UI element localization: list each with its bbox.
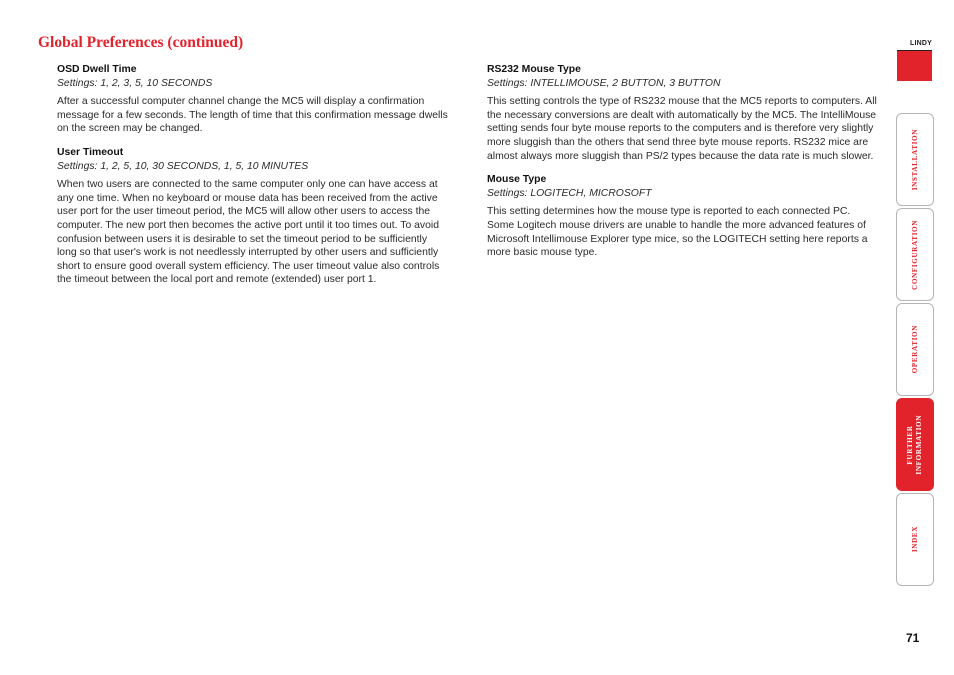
- section-body: This setting controls the type of RS232 mouse that the MC5 reports to computers. All the necessary conversions are dealt with automatically by the MC5. The IntelliMouse setting sends four byte mouse reports to the computers and is therefore very slightly more sluggish than the others that send three byte mouse reports. RS232 mice are almost always more sluggish than PS/2 types because the data rate is much slower.: [487, 96, 877, 162]
- section-settings: Settings: 1, 2, 3, 5, 10 SECONDS: [57, 77, 213, 89]
- tab-label: OPERATION: [910, 325, 919, 374]
- section-settings: Settings: LOGITECH, MICROSOFT: [487, 187, 652, 199]
- section-heading: OSD Dwell Time: [57, 64, 137, 75]
- osd-dwell-time-section: [57, 63, 449, 136]
- tab-configuration[interactable]: [896, 208, 934, 301]
- rs232-mouse-type-section: [487, 63, 879, 163]
- right-column: [487, 63, 879, 270]
- tab-further-information[interactable]: [896, 398, 934, 491]
- page-number: 71: [906, 631, 920, 645]
- lindy-logo: [897, 38, 932, 81]
- tab-label: CONFIGURATION: [910, 219, 919, 290]
- section-heading: RS232 Mouse Type: [487, 64, 581, 75]
- section-heading: Mouse Type: [487, 174, 547, 186]
- left-column: [57, 63, 449, 297]
- section-settings: Settings: 1, 2, 5, 10, 30 SECONDS, 1, 5, 10 MINUTES: [57, 160, 309, 172]
- section-settings: Settings: INTELLIMOUSE, 2 BUTTON, 3 BUTTON: [487, 77, 721, 89]
- logo-red-box: [897, 51, 932, 81]
- user-timeout-section: [57, 146, 449, 287]
- tab-label: INDEX: [910, 526, 919, 553]
- mouse-type-section: [487, 173, 879, 260]
- logo-text: LINDY: [897, 38, 932, 51]
- tab-operation[interactable]: [896, 303, 934, 396]
- section-body: After a successful computer channel change the MC5 will display a confirmation message for a few seconds. The length of time that this confirmation message dwells on the screen may be changed.: [57, 96, 448, 135]
- section-body: When two users are connected to the same computer only one can have access at any one time. When no keyboard or mouse data has been received from the active user port for the user timeout period, the MC5 will allow other users to access the computer. The new port then becomes the active port until it too times out. To avoid confusion between users it is desirable to set the timeout period to be sufficiently long so that user's work is not needlessly interrupted by other users and sufficiently short to ensure good overall system efficiency. The user timeout value also controls the timeout between the local port and remote (extended) user port 1.: [57, 179, 440, 286]
- tab-index[interactable]: [896, 493, 934, 586]
- tab-label: INSTALLATION: [910, 128, 919, 191]
- section-body: This setting determines how the mouse type is reported to each connected PC. Some Logitech mouse drivers are unable to handle the more advanced features of Microsoft Intellimouse Explorer type mice, so the LOGITECH setting here reports a more basic mouse type.: [487, 206, 868, 259]
- section-heading: User Timeout: [57, 146, 124, 158]
- tab-label: FURTHER INFORMATION: [906, 414, 923, 475]
- tab-installation[interactable]: [896, 113, 934, 206]
- page-title: Global Preferences (continued): [38, 34, 244, 51]
